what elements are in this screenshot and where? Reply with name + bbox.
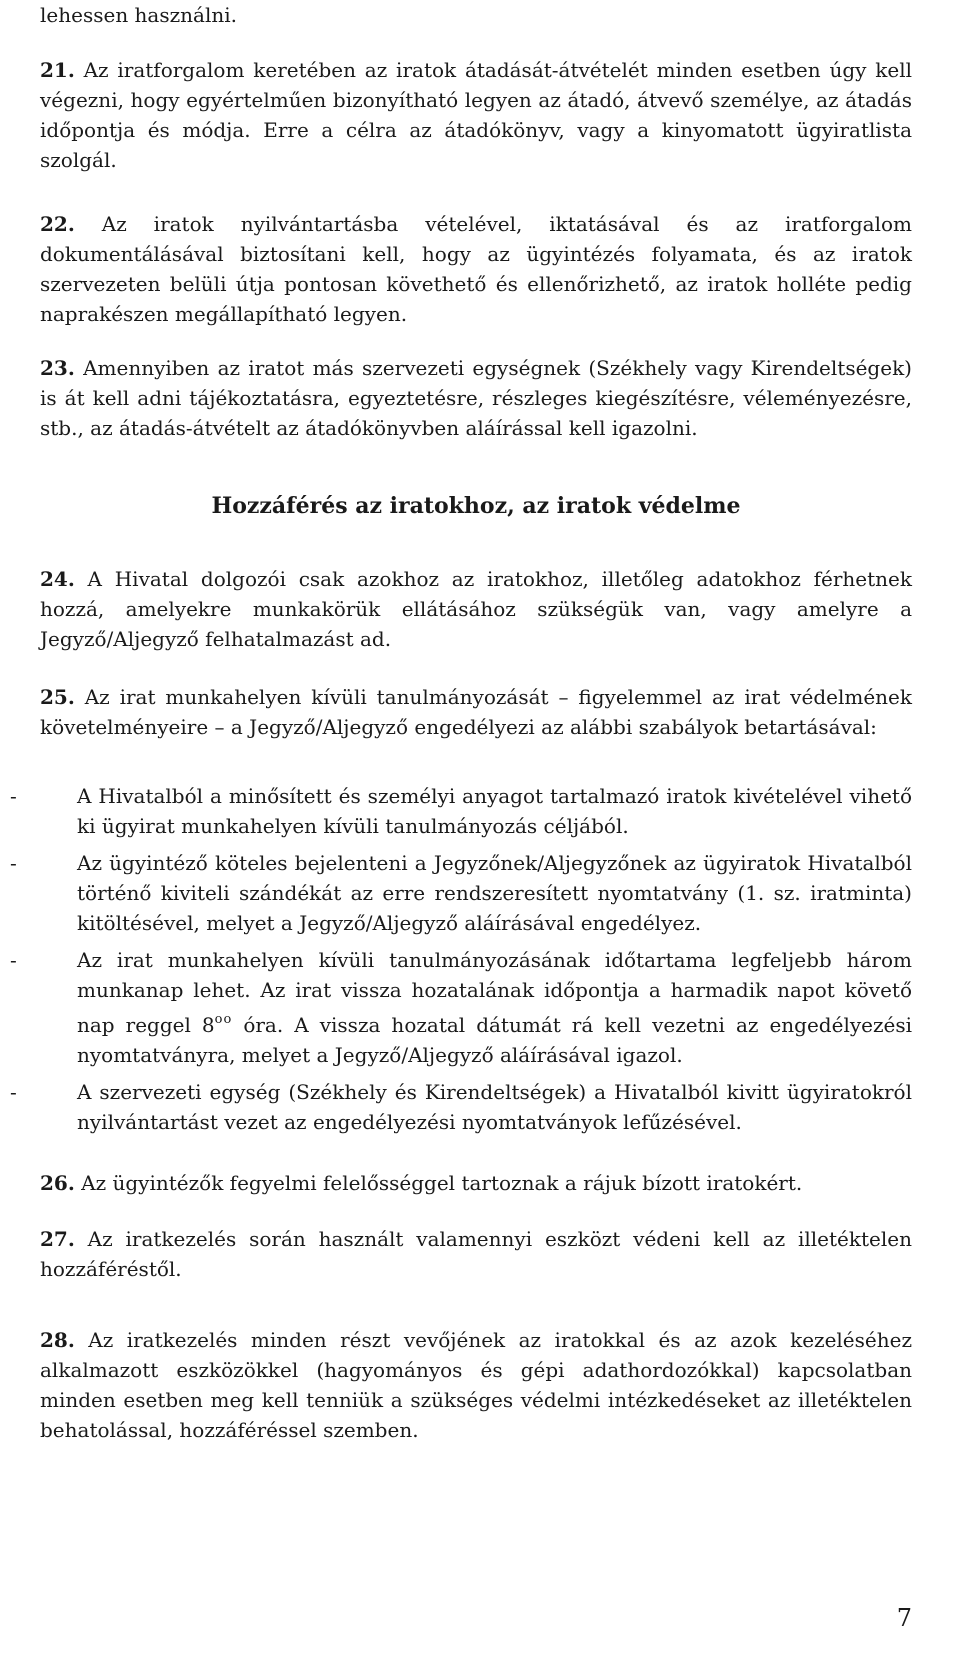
dash-marker: - <box>10 784 17 808</box>
paragraph-number: 22. <box>40 212 75 236</box>
paragraph-24 <box>40 564 912 654</box>
paragraph-number: 26. <box>40 1171 75 1195</box>
list-item-text: A szervezeti egység (Székhely és Kirendeltségek) a Hivatalból kivitt ügyiratokról nyilvántartást vezet az engedélyezési nyomtatványok lefűzésével. <box>77 1080 912 1134</box>
paragraph-text: Az iratok nyilvántartásba vételével, iktatásával és az iratforgalom dokumentálásával biztosítani kell, hogy az ügyintézés folyamata, és az iratok szervezeten belüli útja pontosan követhető és ellenőrizhető, az iratok holléte pedig naprakészen megállapítható legyen. <box>40 212 912 326</box>
paragraph-28 <box>40 1325 912 1445</box>
paragraph-23 <box>40 353 912 443</box>
list-item-text <box>77 945 912 1070</box>
paragraph-text: Amennyiben az iratot más szervezeti egységnek (Székhely vagy Kirendeltségek) is át kell adni tájékoztatásra, egyeztetésre, részleges kiegészítésre, véleményezésre, stb., az átadás-átvételt az átadókönyvben aláírással kell igazolni. <box>40 356 912 440</box>
paragraph-text: Az ügyintézők fegyelmi felelősséggel tartoznak a rájuk bízott iratokért. <box>74 1171 803 1195</box>
paragraph-number: 24. <box>40 567 75 591</box>
section-heading: Hozzáférés az iratokhoz, az iratok védelme <box>211 493 741 519</box>
paragraph-25 <box>40 682 912 742</box>
dash-marker: - <box>10 1080 17 1104</box>
paragraph-number: 27. <box>40 1227 75 1251</box>
rules-list <box>10 781 913 1137</box>
paragraph-text: A Hivatal dolgozói csak azokhoz az iratokhoz, illetőleg adatokhoz férhetnek hozzá, amelyekre munkakörük ellátásához szükségük van, vagy amelyre a Jegyző/Aljegyző felhatalmazást ad. <box>40 567 912 651</box>
paragraph-26 <box>40 1168 912 1198</box>
superscript-minutes: oo <box>214 1012 233 1027</box>
list-item <box>10 945 913 1070</box>
paragraph-number: 23. <box>40 356 75 380</box>
paragraph-text: Az irat munkahelyen kívüli tanulmányozását – figyelemmel az irat védelmének követelményeire – a Jegyző/Aljegyző engedélyezi az alábbi szabályok betartásával: <box>40 685 912 739</box>
paragraph-text: Az iratkezelés során használt valamennyi eszközt védeni kell az illetéktelen hozzáféréstől. <box>40 1227 912 1281</box>
paragraph-22 <box>40 209 912 329</box>
list-item-text-part: Az irat munkahelyen kívüli tanulmányozásának időtartama legfeljebb három munkanap lehet. Az irat vissza hozatalának időpontja a harmadik napot követő nap reggel 8 <box>77 948 912 1037</box>
page-number: 7 <box>896 1604 912 1632</box>
list-item <box>10 781 912 841</box>
paragraph-number: 21. <box>40 58 75 82</box>
paragraph-text: Az iratkezelés minden részt vevőjének az iratokkal és az azok kezeléséhez alkalmazott eszközökkel (hagyományos és gépi adathordozókkal) kapcsolatban minden esetben meg kell tenniük a szükséges védelmi intézkedéseket az illetéktelen behatolással, hozzáféréssel szemben. <box>40 1328 912 1442</box>
list-item-text-part: óra. A vissza hozatal dátumát rá kell vezetni az engedélyezési nyomtatványra, melyet a Jegyző/Aljegyző aláírásával igazol. <box>77 1013 913 1067</box>
dash-marker: - <box>10 851 17 875</box>
dash-marker: - <box>10 948 17 972</box>
paragraph-number: 28. <box>40 1328 75 1352</box>
list-item <box>10 1077 912 1137</box>
paragraph-text: Az iratforgalom keretében az iratok átadását-átvételét minden esetben úgy kell végezni, hogy egyértelműen bizonyítható legyen az átadó, átvevő személye, az átadás időpontja és módja. Erre a célra az átadókönyv, vagy a kinyomatott ügyiratlista szolgál. <box>40 58 912 172</box>
paragraph-27 <box>40 1224 912 1284</box>
paragraph-21 <box>40 55 912 175</box>
list-item <box>10 848 912 938</box>
continued-text: lehessen használni. <box>40 3 237 27</box>
list-item-text: Az ügyintéző köteles bejelenteni a Jegyzőnek/Aljegyzőnek az ügyiratok Hivatalból történő kiviteli szándékát az erre rendszeresített nyomtatvány (1. sz. iratminta) kitöltésével, melyet a Jegyző/Aljegyző aláírásával engedélyez. <box>77 851 912 935</box>
document-page <box>10 0 913 1445</box>
list-item-text: A Hivatalból a minősített és személyi anyagot tartalmazó iratok kivételével vihető ki ügyirat munkahelyen kívüli tanulmányozás céljából. <box>77 784 912 838</box>
paragraph-number: 25. <box>40 685 75 709</box>
